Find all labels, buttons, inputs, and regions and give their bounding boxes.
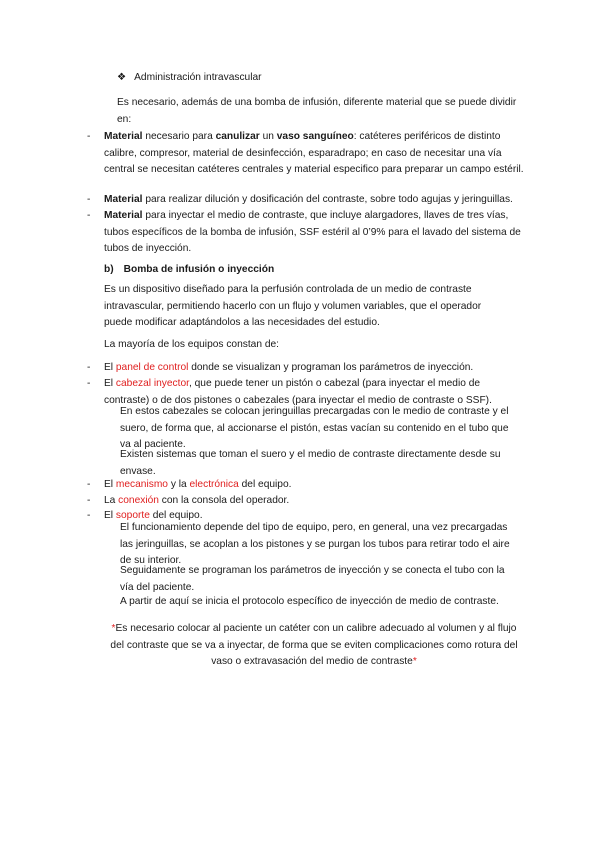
component-panel: El panel de control donde se visualizan y programan los parámetros de inyección.: [104, 362, 474, 373]
list-dash: -: [87, 210, 91, 221]
cabezal-detail-1: En estos cabezales se colocan jeringuillas precargadas con le medio de contraste y el suero, de forma que, al accionarse el pistón, estas vacían su contenido en el tubo que va al paciente.: [120, 406, 509, 451]
component-mecanismo: El mecanismo y la electrónica del equipo.: [104, 479, 292, 490]
note-star-close: *: [412, 656, 417, 668]
material-item: Material necesario para canulizar un vaso sanguíneo: catéteres periféricos de distinto calibre, compresor, material de desinfección, esparadrapo; en caso de necesitar una vía central se necesitan catéteres centrales y material especifico para preparar un campo estéril.: [104, 131, 524, 176]
diamond-bullet-icon: ❖: [117, 72, 127, 83]
soporte-detail-3: A partir de aquí se inicia el protocolo específico de inyección de medio de contraste.: [120, 596, 499, 607]
admin-heading-text: Administración intravascular: [134, 72, 262, 83]
soporte-detail-1: El funcionamiento depende del tipo de equipo, pero, en general, una vez precargadas las jeringuillas, se acoplan a los pistones y se purgan los tubos para retirar todo el aire de su interior.: [120, 522, 510, 567]
list-dash: -: [87, 194, 91, 205]
section-b-title: Bomba de infusión o inyección: [123, 264, 275, 275]
component-cabezal: El cabezal inyector, que puede tener un pistón o cabezal (para inyectar el medio de contraste) o de dos pistones o cabezales (para inyectar el medio de contraste o SSF).: [104, 378, 492, 406]
soporte-detail-2: Seguidamente se programan los parámetros de inyección y se conecta el tubo con la vía del paciente.: [120, 565, 505, 593]
list-dash: -: [87, 479, 91, 490]
list-dash: -: [87, 495, 91, 506]
component-conexion: La conexión con la consola del operador.: [104, 495, 290, 506]
pump-description: Es un dispositivo diseñado para la perfusión controlada de un medio de contraste intravascular, permitiendo hacerlo con un flujo y volumen variables, que el operador puede modificar adaptándolos a las necesidades del estudio.: [104, 284, 482, 329]
list-dash: -: [87, 362, 91, 373]
intro-paragraph: Es necesario, además de una bomba de infusión, diferente material que se puede dividir en:: [117, 97, 517, 125]
contrast-note: [104, 621, 524, 671]
cabezal-detail-2: Existen sistemas que toman el suero y el medio de contraste directamente desde su envase.: [120, 449, 501, 477]
list-dash: -: [87, 131, 91, 142]
section-b-heading: [104, 262, 274, 279]
component-soporte: El soporte del equipo.: [104, 510, 203, 521]
list-dash: -: [87, 510, 91, 521]
admin-heading: [117, 70, 262, 87]
majority-line: La mayoría de los equipos constan de:: [104, 339, 279, 350]
material-item: Material para inyectar el medio de contraste, que incluye alargadores, llaves de tres vías, tubos específicos de la bomba de infusión, SSF estéril al 0’9% para el lavado del sistema de tubos de inyección.: [104, 210, 521, 255]
note-text: Es necesario colocar al paciente un catéter con un calibre adecuado al volumen y al flujo del contraste que se va a inyectar, de forma que se eviten complicaciones como rotura del vaso o extravasación del medio de contraste: [110, 623, 518, 668]
note-star-open: *: [111, 623, 116, 634]
material-item: Material para realizar dilución y dosificación del contraste, sobre todo agujas y jeringuillas.: [104, 194, 513, 205]
list-dash: -: [87, 378, 91, 389]
section-b-label: b): [104, 264, 114, 275]
